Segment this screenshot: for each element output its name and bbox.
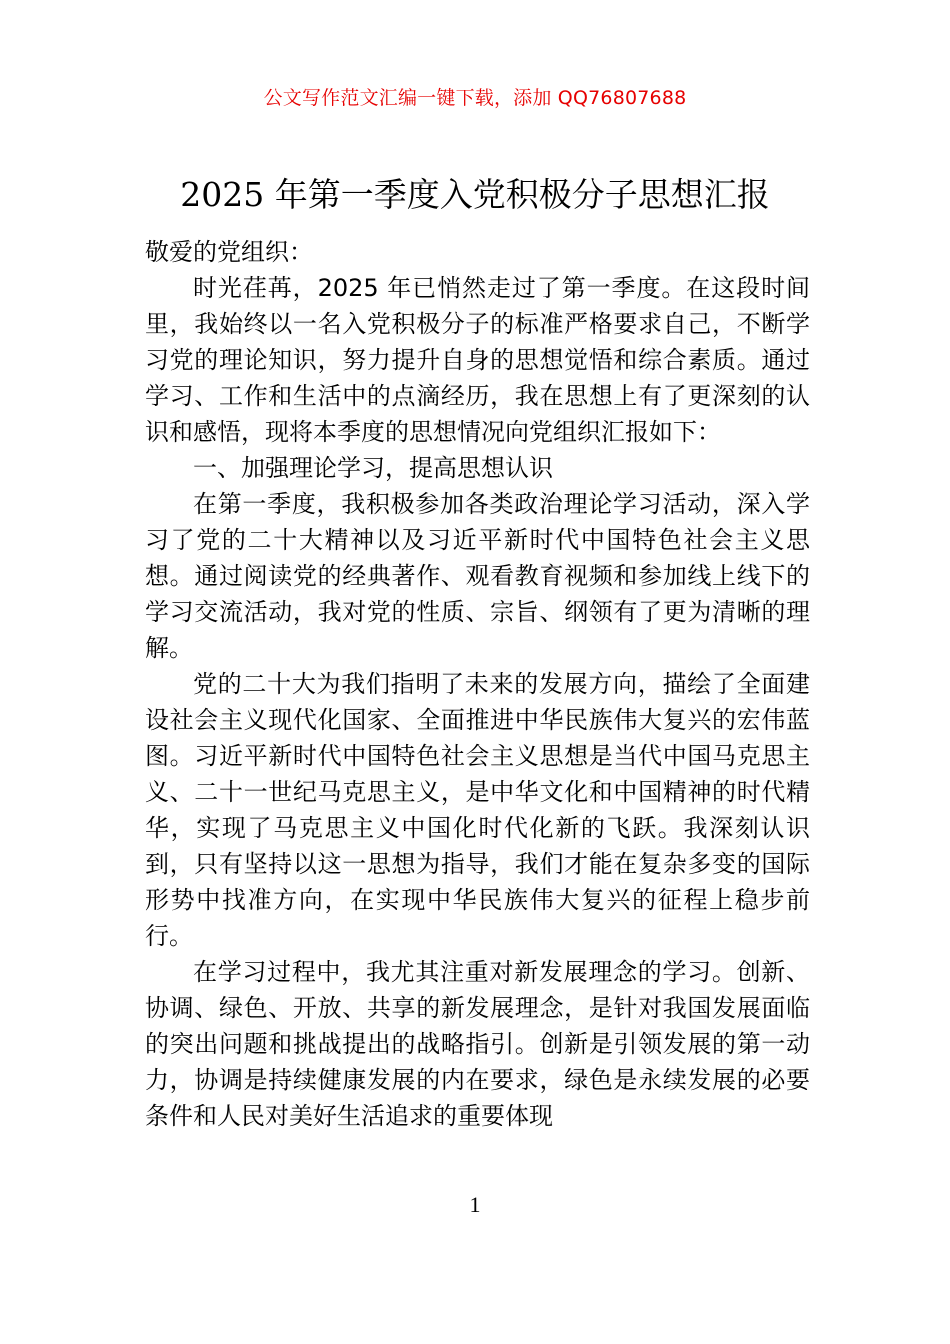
body-paragraph: 党的二十大为我们指明了未来的发展方向，描绘了全面建设社会主义现代化国家、全面推进中华民族伟大复兴的宏伟蓝图。习近平新时代中国特色社会主义思想是当代中国马克思主义、二十一世纪马克思主义，是中华文化和中国精神的时代精华，实现了马克思主义中国化时代化新的飞跃。我深刻认识到，只有坚持以这一思想为指导，我们才能在复杂多变的国际形势中找准方向，在实现中华民族伟大复兴的征程上稳步前行。: [145, 670, 810, 950]
salutation: 敬爱的党组织：: [145, 238, 313, 266]
intro-paragraph: 时光荏苒，2025 年已悄然走过了第一季度。在这段时间里，我始终以一名入党积极分子的标准严格要求自己，不断学习党的理论知识，努力提升自身的思想觉悟和综合素质。通过学习、工作和生活中的点滴经历，我在思想上有了更深刻的认识和感悟，现将本季度的思想情况向党组织汇报如下：: [145, 274, 810, 446]
download-notice: 公文写作范文汇编一键下载，添加 QQ76807688: [263, 87, 687, 109]
body-paragraph: 在第一季度，我积极参加各类政治理论学习活动，深入学习了党的二十大精神以及习近平新时代中国特色社会主义思想。通过阅读党的经典著作、观看教育视频和参加线上线下的学习交流活动，我对党的性质、宗旨、纲领有了更为清晰的理解。: [145, 490, 810, 662]
document-body: [145, 234, 810, 1134]
body-paragraph: 在学习过程中，我尤其注重对新发展理念的学习。创新、协调、绿色、开放、共享的新发展理念，是针对我国发展面临的突出问题和挑战提出的战略指引。创新是引领发展的第一动力，协调是持续健康发展的内在要求，绿色是永续发展的必要条件和人民对美好生活追求的重要体现: [145, 958, 810, 1130]
section-heading: 一、加强理论学习，提高思想认识: [193, 454, 553, 482]
document-title: 2025 年第一季度入党积极分子思想汇报: [180, 175, 770, 214]
page-number: 1: [469, 1192, 481, 1217]
